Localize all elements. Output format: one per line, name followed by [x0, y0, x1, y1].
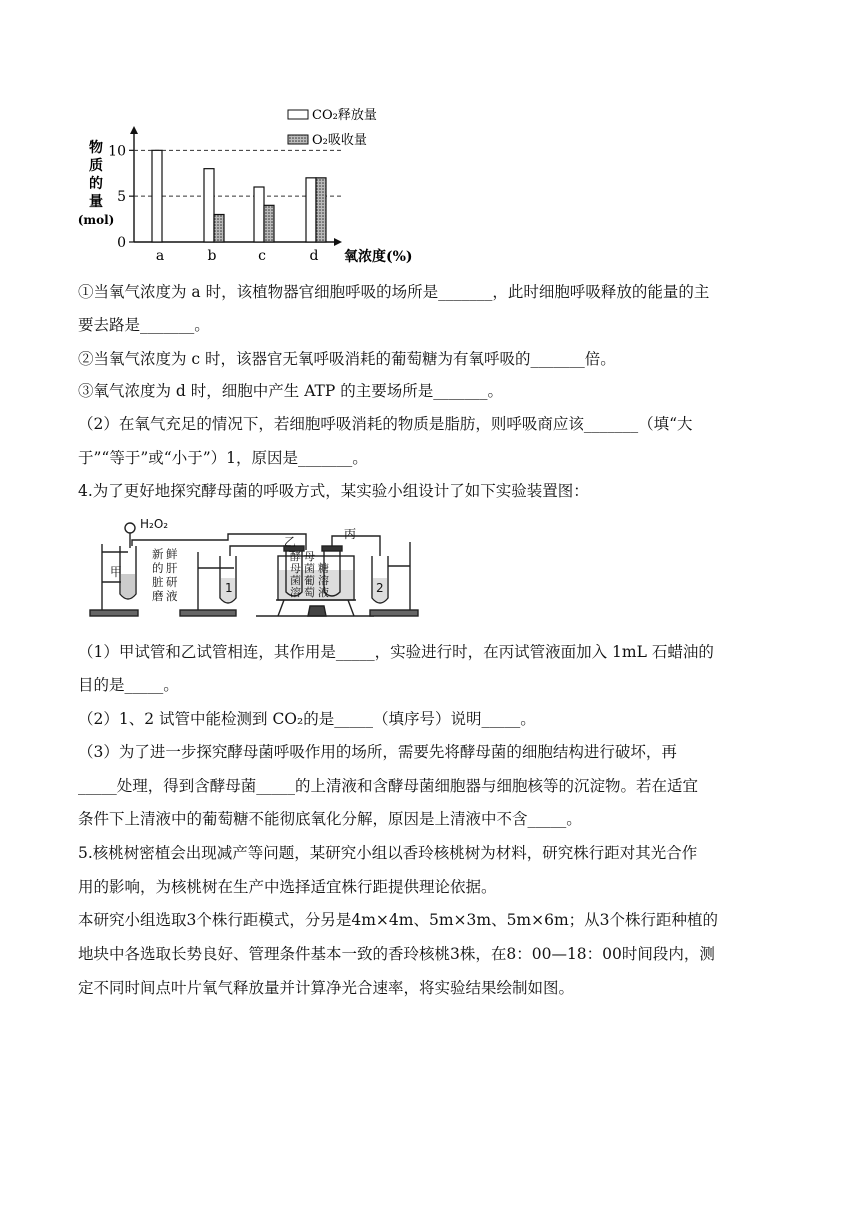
svg-text:溶: 溶 — [318, 574, 329, 587]
x-category-label: b — [207, 248, 217, 264]
q4-3-line3: 条件下上清液中的葡萄糖不能彻底氧化分解，原因是上清液中不含_____。 — [78, 810, 582, 828]
svg-text:质: 质 — [89, 158, 103, 174]
svg-text:液: 液 — [318, 586, 329, 599]
legend-co2-swatch — [288, 110, 308, 119]
q5-method-line3: 定不同时间点叶片氧气释放量并计算净光合速率，将实验结果绘制如图。 — [78, 979, 575, 997]
bar-co2-a — [152, 150, 162, 242]
bar-o2-d — [316, 178, 326, 242]
apparatus-diagram — [88, 512, 418, 624]
bing-label: 丙 — [344, 527, 357, 541]
svg-text:母: 母 — [290, 562, 301, 575]
stand-base-1 — [90, 610, 138, 616]
yi-label: 乙 — [284, 535, 297, 549]
svg-text:物: 物 — [89, 140, 103, 156]
bar-co2-b — [204, 169, 214, 242]
svg-text:脏: 脏 — [152, 575, 164, 589]
q4-2-line: （2）1、2 试管中能检测到 CO₂的是_____（填序号）说明_____。 — [78, 710, 536, 728]
svg-text:磨: 磨 — [152, 589, 164, 603]
liver-label — [152, 547, 178, 603]
svg-text:葡: 葡 — [304, 574, 315, 587]
y-tick-label: 5 — [117, 189, 126, 206]
bar-o2-c — [264, 205, 274, 242]
svg-text:菌: 菌 — [304, 562, 315, 575]
bar-co2-d — [306, 178, 316, 242]
svg-text:鲜: 鲜 — [166, 547, 178, 561]
q3-1-line2: 要去路是_______。 — [78, 316, 210, 334]
y-tick-label: 0 — [117, 235, 126, 251]
legend-o2-swatch — [288, 135, 308, 144]
bar-co2-c — [254, 187, 264, 242]
legend-o2-label: O₂吸收量 — [312, 133, 367, 148]
legend-co2-label: CO₂释放量 — [312, 108, 377, 123]
x-category-label: a — [155, 248, 165, 264]
bar-o2-b — [214, 215, 224, 243]
dropping-funnel — [125, 523, 135, 533]
svg-text:母: 母 — [304, 550, 315, 563]
q5-intro-line1: 5.核桃树密植会出现减产等问题，某研究小组以香玲核桃树为材料，研究株行距对其光合作 — [78, 844, 698, 862]
svg-text:的: 的 — [89, 176, 103, 192]
q3-2-line: ②当氧气浓度为 c 时，该器官无氧呼吸消耗的葡萄糖为有氧呼吸的_______倍。 — [78, 350, 616, 368]
tube-2-label: 2 — [376, 581, 384, 595]
q4-1-line2: 目的是_____。 — [78, 676, 179, 694]
q4-3-line1: （3）为了进一步探究酵母菌呼吸作用的场所，需要先将酵母菌的细胞结构进行破坏，再 — [78, 743, 677, 761]
q3-3-line: ③氧气浓度为 d 时，细胞中产生 ATP 的主要场所是_______。 — [78, 382, 503, 400]
tube-1-label: 1 — [225, 581, 233, 595]
q4-1-line1: （1）甲试管和乙试管相连，其作用是_____，实验进行时，在丙试管液面加入 1mL 石蜡油的 — [78, 643, 714, 661]
svg-text:研: 研 — [166, 575, 178, 589]
svg-text:的: 的 — [152, 561, 164, 575]
q4-3-line2: _____处理，得到含酵母菌_____的上清液和含酵母菌细胞器与细胞核等的沉淀物。若在适宜 — [78, 777, 699, 795]
x-axis-arrow — [334, 238, 342, 246]
svg-text:(mol): (mol) — [77, 213, 115, 227]
svg-text:菌: 菌 — [290, 574, 301, 587]
jia-label: 甲 — [110, 565, 123, 579]
x-axis-label: 氧浓度(%) — [344, 249, 413, 265]
y-axis-arrow — [130, 126, 138, 134]
alcohol-lamp — [308, 606, 326, 616]
svg-text:萄: 萄 — [304, 586, 315, 599]
q3-part2-line1: （2）在氧气充足的情况下，若细胞呼吸消耗的物质是脂肪，则呼吸商应该_______（填“大 — [78, 415, 693, 433]
svg-text:肝: 肝 — [166, 561, 178, 575]
svg-text:糖: 糖 — [318, 562, 329, 575]
svg-text:液: 液 — [166, 589, 178, 603]
q5-method-line2: 地块中各选取长势良好、管理条件基本一致的香玲核桃3株，在8：00—18：00时间段内，测 — [78, 945, 715, 963]
svg-text:酵: 酵 — [290, 550, 301, 563]
svg-text:量: 量 — [89, 194, 103, 210]
q3-1-line1: ①当氧气浓度为 a 时，该植物器官细胞呼吸的场所是_______，此时细胞呼吸释放的能量的主 — [78, 283, 710, 301]
svg-text:溶: 溶 — [290, 586, 301, 599]
x-category-label: c — [258, 248, 266, 264]
bar-chart — [77, 98, 422, 270]
x-category-label: d — [309, 248, 319, 264]
q5-intro-line2: 用的影响，为核桃树在生产中选择适宜株行距提供理论依据。 — [78, 878, 497, 896]
q5-method-line1: 本研究小组选取3个株行距模式，分另是4m×4m、5m×3m、5m×6m；从3个株行距种植的 — [78, 911, 719, 929]
svg-text:新: 新 — [152, 547, 164, 561]
h2o2-label: H₂O₂ — [140, 517, 169, 531]
q3-part2-line2: 于”“等于”或“小于”）1，原因是_______。 — [78, 449, 368, 467]
q4-intro: 4.为了更好地探究酵母菌的呼吸方式，某实验小组设计了如下实验装置图： — [78, 482, 589, 500]
y-tick-label: 10 — [108, 143, 126, 160]
